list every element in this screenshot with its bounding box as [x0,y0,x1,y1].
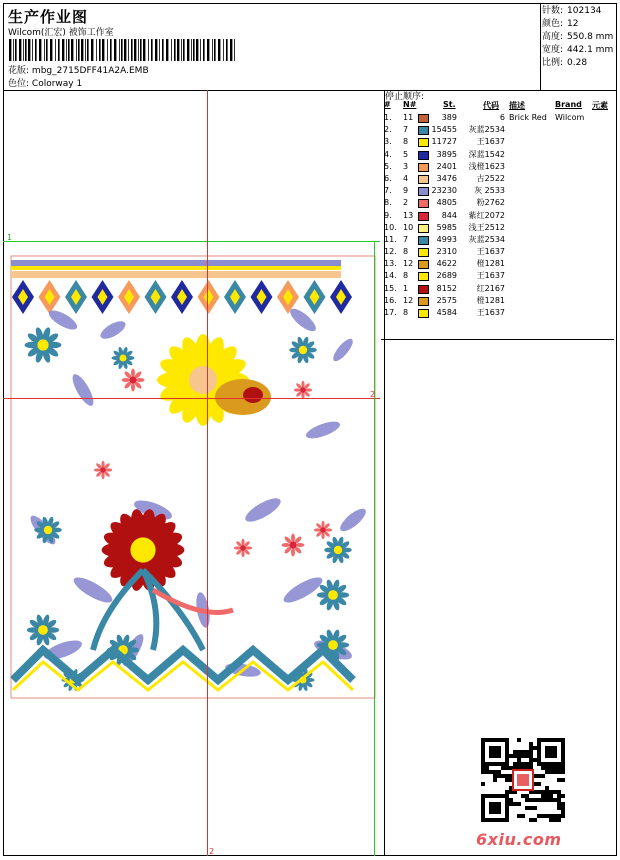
stats-divider [540,4,541,90]
design-preview [3,90,380,856]
row-stitches: 23230 [431,186,457,196]
stat-colors: 颜色: 12 [542,19,579,29]
stop-sequence-table [383,100,615,319]
row-code: 粉2762 [476,198,505,208]
row-index: 8. [384,198,392,208]
row-index: 6. [384,173,392,183]
guide-line-1 [3,241,380,242]
table-row [383,283,615,295]
color-swatch [418,260,429,269]
row-code: 紫红2072 [468,210,505,220]
col-element: 元素 [592,101,608,110]
row-index: 11. [384,234,397,244]
color-swatch [418,187,429,196]
guide-line-2-vertical [207,90,208,856]
row-needle: 4 [403,173,409,183]
row-code: 橙1281 [476,259,505,269]
color-swatch [418,285,429,294]
row-stitches: 11727 [431,137,457,147]
row-stitches: 3895 [436,149,457,159]
color-swatch [418,175,429,184]
color-swatch [418,151,429,160]
studio-name: Wilcom(汇宏) 被饰工作室 [8,28,114,38]
row-stitches: 389 [441,113,457,122]
col-needle: N# [403,100,417,109]
table-row [383,222,615,234]
row-needle: 13 [403,210,414,220]
row-code: 王1637 [476,271,505,281]
color-swatch [418,224,429,233]
row-code: 浅王2512 [468,222,505,232]
col-idx: # [384,100,391,109]
stat-scale: 比例: 0.28 [542,58,588,68]
row-description: Brick Red [509,113,547,122]
color-swatch [418,126,429,135]
design-file-line [8,63,149,76]
row-index: 14. [384,271,397,281]
qr-code-icon [481,738,565,822]
row-stitches: 2401 [436,161,457,171]
stats-panel [542,5,613,70]
colorway-line [8,76,82,89]
stat-stitches: 针数: 102134 [542,6,602,16]
stop-sequence-title: 停止顺序: [385,92,425,102]
row-index: 3. [384,137,392,147]
row-index: 7. [384,186,392,196]
row-needle: 7 [403,125,409,135]
row-index: 4. [384,149,392,159]
row-code: 灰 2533 [474,186,505,196]
row-code: 王1637 [476,137,505,147]
row-code: 灰蓝2534 [468,234,505,244]
row-needle: 10 [403,222,414,232]
row-stitches: 2310 [436,247,457,257]
stat-width: 宽度: 442.1 mm [542,45,614,55]
guide-label-2-right: 2 [370,390,376,399]
table-row [383,136,615,148]
guide-label-2-bottom: 2 [209,847,215,856]
row-needle: 9 [403,186,409,196]
row-needle: 8 [403,271,409,281]
row-needle: 7 [403,234,409,244]
watermark-logo: 6xiu.com [476,830,562,849]
row-stitches: 2689 [436,271,457,281]
table-row [383,210,615,222]
row-needle: 12 [403,295,414,305]
row-index: 15. [384,283,397,293]
table-row [383,124,615,136]
row-code: 橙1281 [476,295,505,305]
row-code: 浅橙1623 [468,161,505,171]
row-index: 1. [384,113,392,122]
color-swatch [418,297,429,306]
col-brand: Brand [555,100,582,109]
table-row [383,197,615,209]
row-needle: 8 [403,308,409,317]
col-stitches: St. [443,100,456,109]
row-stitches: 4622 [436,259,457,269]
color-swatch [418,212,429,221]
row-stitches: 15455 [431,125,457,135]
stat-height: 高度: 550.8 mm [542,32,614,42]
table-row [383,270,615,282]
table-row [383,234,615,246]
table-row [383,149,615,161]
design-value: mbg_2715DFF41A2A.EMB [31,66,149,76]
color-swatch [418,199,429,208]
row-needle: 12 [403,259,414,269]
table-row [383,161,615,173]
table-header [383,100,615,112]
row-index: 12. [384,247,397,257]
row-code: 王1637 [476,308,505,317]
row-stitches: 2575 [436,295,457,305]
color-swatch [418,138,429,147]
row-index: 10. [384,222,397,232]
row-index: 9. [384,210,392,220]
row-stitches: 4805 [436,198,457,208]
color-swatch [418,163,429,172]
color-swatch [418,272,429,281]
design-label: 花版: [8,66,30,76]
row-brand: Wilcom [555,113,585,122]
row-index: 13. [384,259,397,269]
color-swatch [418,309,429,318]
row-index: 5. [384,161,392,171]
row-needle: 3 [403,161,409,171]
row-code: 王1637 [476,247,505,257]
row-index: 2. [384,125,392,135]
row-needle: 8 [403,137,409,147]
embroidery-artwork [3,90,380,856]
color-swatch [418,114,429,123]
guide-line-2-horizontal [3,398,380,399]
table-bottom-rule [381,339,614,340]
barcode-icon [9,39,237,61]
color-swatch [418,248,429,257]
row-stitches: 3476 [436,173,457,183]
row-needle: 2 [403,198,409,208]
row-code: 灰蓝2534 [468,125,505,135]
row-stitches: 8152 [436,283,457,293]
row-stitches: 4993 [436,234,457,244]
colorway-value: Colorway 1 [31,79,83,89]
row-needle: 1 [403,283,409,293]
table-row [383,307,615,319]
table-row [383,295,615,307]
table-row [383,173,615,185]
row-stitches: 844 [441,210,457,220]
col-code: 代码 [483,101,499,110]
table-row [383,112,615,124]
row-stitches: 4584 [436,308,457,317]
row-index: 17. [384,308,397,317]
row-stitches: 5985 [436,222,457,232]
table-row [383,246,615,258]
page-title: 生产作业图 [8,8,89,26]
color-swatch [418,236,429,245]
row-needle: 11 [403,113,414,122]
table-row [383,185,615,197]
row-needle: 5 [403,149,409,159]
row-code: 红2167 [476,283,505,293]
guide-label-1: 1 [7,233,13,242]
row-index: 16. [384,295,397,305]
table-row [383,258,615,270]
guide-line-green-right [374,241,375,856]
colorway-label: 色位: [8,79,30,89]
row-code: 6 [499,113,505,122]
col-desc: 描述 [509,101,525,110]
row-needle: 8 [403,247,409,257]
row-code: 深蓝1542 [468,149,505,159]
row-code: 古2522 [476,173,505,183]
